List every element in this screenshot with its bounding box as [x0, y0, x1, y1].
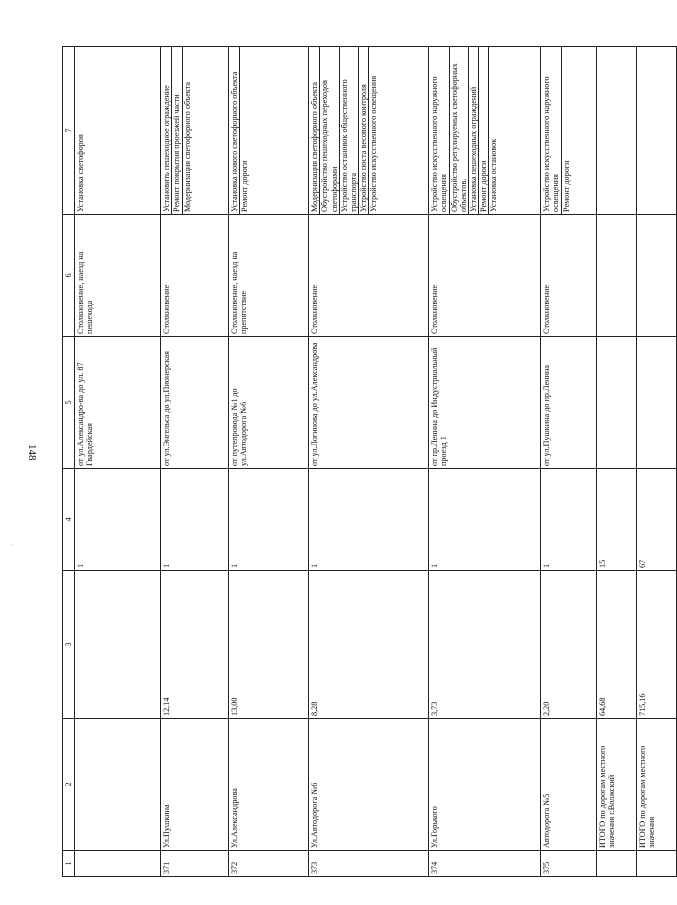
row-number-cell: 375 — [541, 851, 597, 877]
table-row — [75, 47, 161, 877]
road-name-cell: ИТОГО по дорогам местного значения — [637, 719, 677, 851]
accident-count-cell: 1 — [229, 469, 309, 571]
road-section-cell — [637, 337, 677, 469]
measure-item: Ремонт дороги — [479, 47, 489, 214]
row-number-cell: 374 — [429, 851, 541, 877]
header-cell-5: 5 — [63, 337, 75, 469]
table-row — [637, 47, 677, 877]
header-cell-2: 2 — [63, 719, 75, 851]
row-number-cell — [637, 851, 677, 877]
road-name-cell: Ул.Александрова — [229, 719, 309, 851]
table-row — [597, 47, 637, 877]
accident-count-cell: 15 — [597, 469, 637, 571]
table-body — [75, 47, 677, 877]
measure-item: Установка пешеходных ограждений — [469, 47, 479, 214]
header-row — [63, 47, 75, 877]
accident-type-cell — [597, 215, 637, 337]
accident-count-cell: 1 — [161, 469, 229, 571]
road-length-cell: 64,68 — [597, 571, 637, 719]
page-number: 148 — [26, 444, 38, 461]
measures-cell — [75, 47, 161, 215]
measure-item: Обустройство пешеходных переходов светофорами — [320, 47, 339, 214]
table-row — [229, 47, 309, 877]
accident-type-cell: Столкновение, наезд на препятствие — [229, 215, 309, 337]
road-accident-table — [62, 46, 677, 877]
accident-count-cell: 1 — [75, 469, 161, 571]
road-name-cell: Ул.Пушкина — [161, 719, 229, 851]
road-section-cell: от ул.Логинова до ул.Александрова — [309, 337, 429, 469]
row-number-cell: 372 — [229, 851, 309, 877]
road-length-cell — [75, 571, 161, 719]
road-section-cell — [597, 337, 637, 469]
measure-item: Модернизация светофорного объекта — [310, 47, 320, 214]
measure-item: Устройство остановок общественного транспорта — [340, 47, 359, 214]
accident-type-cell: Столкновение — [429, 215, 541, 337]
measures-cell — [229, 47, 309, 215]
row-number-cell: 373 — [309, 851, 429, 877]
table-row — [161, 47, 229, 877]
road-length-cell: 13,00 — [229, 571, 309, 719]
measures-cell — [309, 47, 429, 215]
measure-item: Ремонт покрытия проезжей части — [172, 47, 182, 214]
measure-item: Модернизация светофорного объекта — [182, 81, 192, 212]
road-length-cell: 715,16 — [637, 571, 677, 719]
road-name-cell: Ул.Автодорога №6 — [309, 719, 429, 851]
accident-type-cell: Столкновение — [309, 215, 429, 337]
measure-item: Ремонт дороги — [561, 160, 571, 212]
header-cell-3: 3 — [63, 571, 75, 719]
road-name-cell: ИТОГО по дорогам местного значения г.Волжский — [597, 719, 637, 851]
road-section-cell: от ул.Пушкина до пр.Ленина — [541, 337, 597, 469]
table-row — [429, 47, 541, 877]
measure-item: Устройство искусственного наружного освещения — [430, 47, 449, 214]
road-name-cell: Автодорога №5 — [541, 719, 597, 851]
header-cell-6: 6 — [63, 215, 75, 337]
accident-type-cell — [637, 215, 677, 337]
road-name-cell: Ул.Горького — [429, 719, 541, 851]
table-row — [541, 47, 597, 877]
accident-count-cell: 1 — [309, 469, 429, 571]
measure-item: Устройство искусственного наружного освещения — [542, 47, 561, 214]
header-cell-4: 4 — [63, 469, 75, 571]
measure-item: Установка нового светофорного объекта — [230, 47, 240, 214]
header-cell-7: 7 — [63, 47, 75, 215]
road-length-cell: 12,14 — [161, 571, 229, 719]
row-number-cell — [597, 851, 637, 877]
accident-type-cell: Столкновение, наезд на пешехода — [75, 215, 161, 337]
measure-item: Установка светофоров — [76, 134, 86, 212]
measures-cell — [637, 47, 677, 215]
row-number-cell — [75, 851, 161, 877]
measures-cell — [597, 47, 637, 215]
road-length-cell: 8,28 — [309, 571, 429, 719]
road-length-cell: 3,73 — [429, 571, 541, 719]
table-row — [309, 47, 429, 877]
accident-count-cell: 67 — [637, 469, 677, 571]
accident-count-cell: 1 — [429, 469, 541, 571]
accident-type-cell: Столкновение — [541, 215, 597, 337]
measure-item: Обустройство регулируемых светофорных объектов. — [450, 47, 469, 214]
road-section-cell: от ул.Александро-ва до ул. 87 Гвардейская — [75, 337, 161, 469]
road-length-cell: 2,20 — [541, 571, 597, 719]
road-section-cell: от ул.Энгельса до ул.Пионерская — [161, 337, 229, 469]
measure-item: Ремонт дороги — [240, 160, 250, 212]
header-cell-1: 1 — [63, 851, 75, 877]
row-number-cell: 371 — [161, 851, 229, 877]
accident-type-cell: Столкновение — [161, 215, 229, 337]
measures-cell — [429, 47, 541, 215]
measure-item: Установка остановок — [489, 138, 499, 212]
measure-item: Устройство поста весового контроля — [359, 47, 369, 214]
road-section-cell: от пр.Ленина до Индустриальный проезд 1 — [429, 337, 541, 469]
road-section-cell: от путепровода №1 до ул.Автодорога №6 — [229, 337, 309, 469]
stray-mark: · — [11, 541, 14, 550]
measure-item: Устройство искусственного освещения — [369, 75, 379, 212]
measures-cell — [541, 47, 597, 215]
rotated-table-container — [62, 47, 657, 877]
measure-item: Установить пешеходное ограждение — [162, 47, 172, 214]
road-name-cell — [75, 719, 161, 851]
measures-cell — [161, 47, 229, 215]
accident-count-cell: 1 — [541, 469, 597, 571]
